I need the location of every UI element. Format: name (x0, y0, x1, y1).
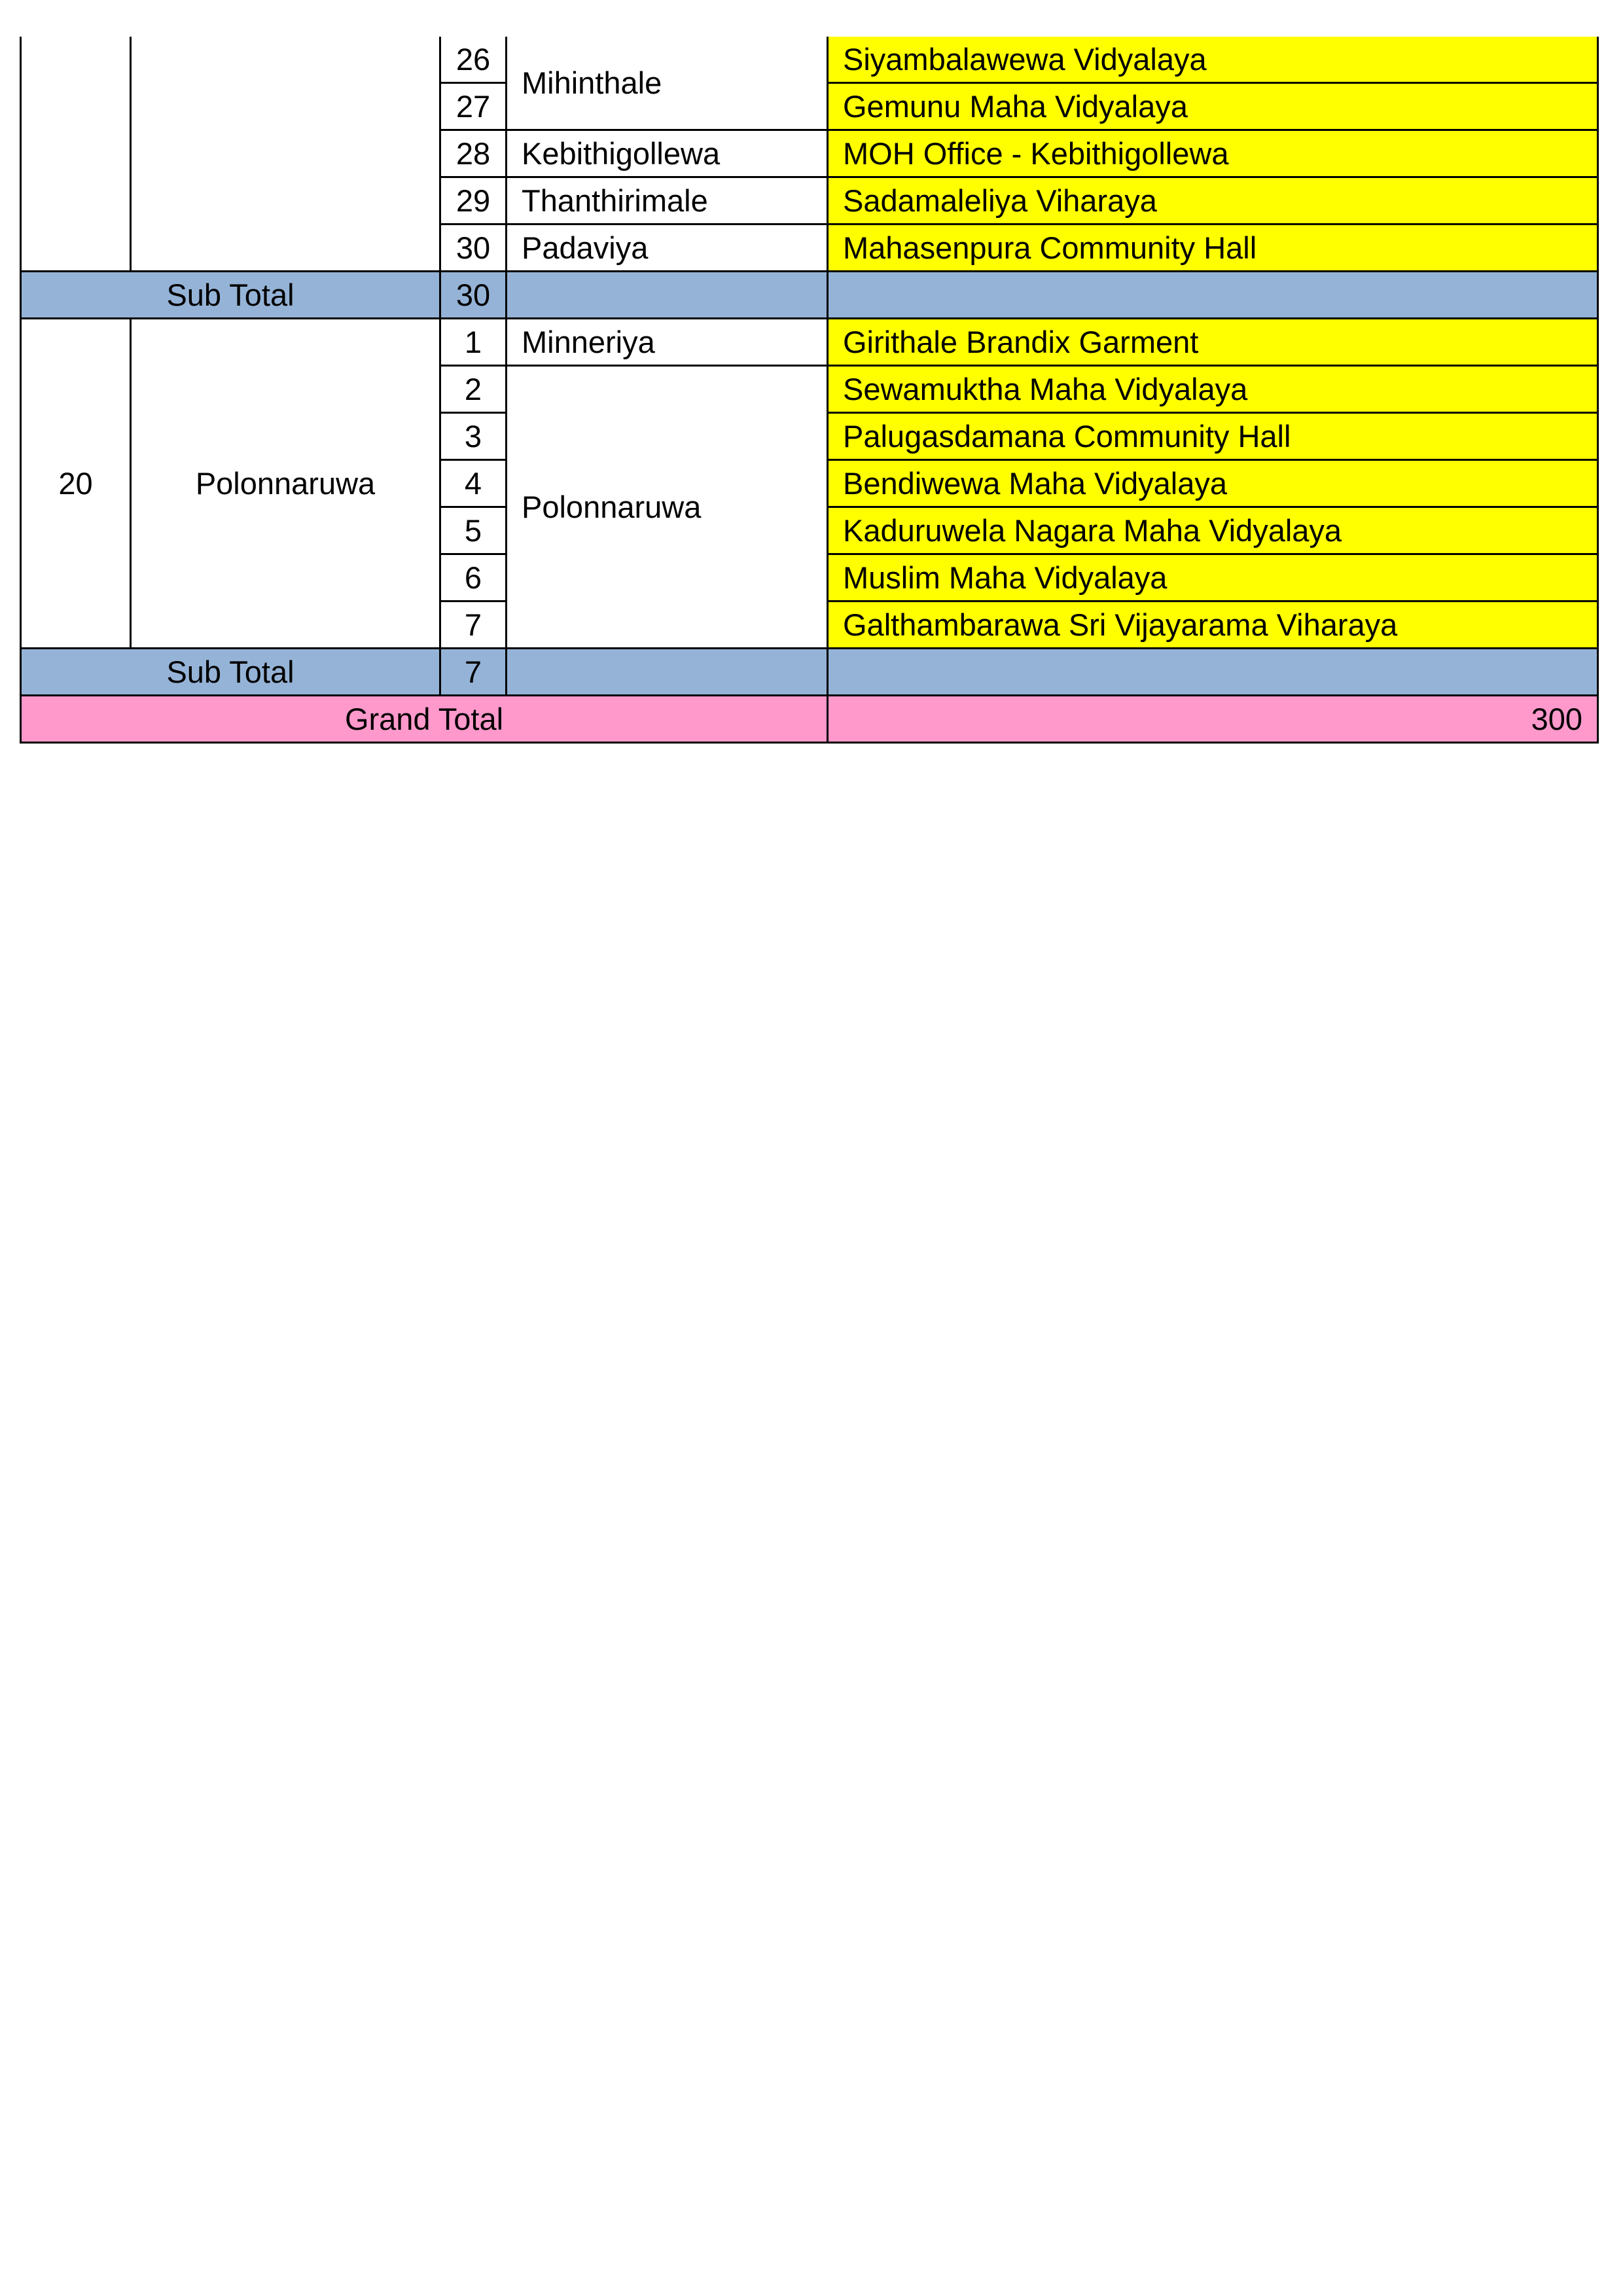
row-number: 28 (440, 130, 507, 177)
venue-name: Sadamaleliya Viharaya (828, 177, 1598, 224)
venue-name: Gemunu Maha Vidyalaya (828, 83, 1598, 130)
row-number: 6 (440, 554, 507, 601)
venue-name: Kaduruwela Nagara Maha Vidyalaya (828, 507, 1598, 554)
row-number: 1 (440, 319, 507, 366)
subtotal-blank (828, 272, 1598, 319)
row-number: 26 (440, 37, 507, 83)
serial-cell: 20 (21, 319, 131, 649)
row-number: 5 (440, 507, 507, 554)
subtotal-blank (507, 272, 828, 319)
row-number: 4 (440, 460, 507, 507)
table-row (21, 37, 1598, 83)
venue-table (20, 37, 1599, 744)
grand-total-label: Grand Total (21, 696, 828, 743)
venue-name: MOH Office - Kebithigollewa (828, 130, 1598, 177)
row-number: 27 (440, 83, 507, 130)
venue-name: Galthambarawa Sri Vijayarama Viharaya (828, 601, 1598, 649)
venue-name: Palugasdamana Community Hall (828, 413, 1598, 460)
venue-name: Mahasenpura Community Hall (828, 224, 1598, 272)
row-number: 29 (440, 177, 507, 224)
moh-area: Padaviya (507, 224, 828, 272)
venue-name: Girithale Brandix Garment (828, 319, 1598, 366)
subtotal-label: Sub Total (21, 649, 440, 696)
moh-area: Thanthirimale (507, 177, 828, 224)
grand-total-row (21, 696, 1598, 743)
row-number: 30 (440, 224, 507, 272)
moh-area: Mihinthale (507, 37, 828, 130)
grand-total-value: 300 (828, 696, 1598, 743)
subtotal-count: 7 (440, 649, 507, 696)
moh-area: Kebithigollewa (507, 130, 828, 177)
subtotal-row (21, 649, 1598, 696)
district-cell: Polonnaruwa (131, 319, 440, 649)
venue-name: Bendiwewa Maha Vidyalaya (828, 460, 1598, 507)
subtotal-blank (507, 649, 828, 696)
table-row (21, 319, 1598, 366)
subtotal-label: Sub Total (21, 272, 440, 319)
venue-name: Muslim Maha Vidyalaya (828, 554, 1598, 601)
row-number: 3 (440, 413, 507, 460)
moh-area: Polonnaruwa (507, 366, 828, 649)
district-cell (131, 37, 440, 272)
subtotal-count: 30 (440, 272, 507, 319)
row-number: 2 (440, 366, 507, 413)
moh-area: Minneriya (507, 319, 828, 366)
venue-name: Sewamuktha Maha Vidyalaya (828, 366, 1598, 413)
subtotal-blank (828, 649, 1598, 696)
row-number: 7 (440, 601, 507, 649)
serial-cell (21, 37, 131, 272)
venue-name: Siyambalawewa Vidyalaya (828, 37, 1598, 83)
subtotal-row (21, 272, 1598, 319)
